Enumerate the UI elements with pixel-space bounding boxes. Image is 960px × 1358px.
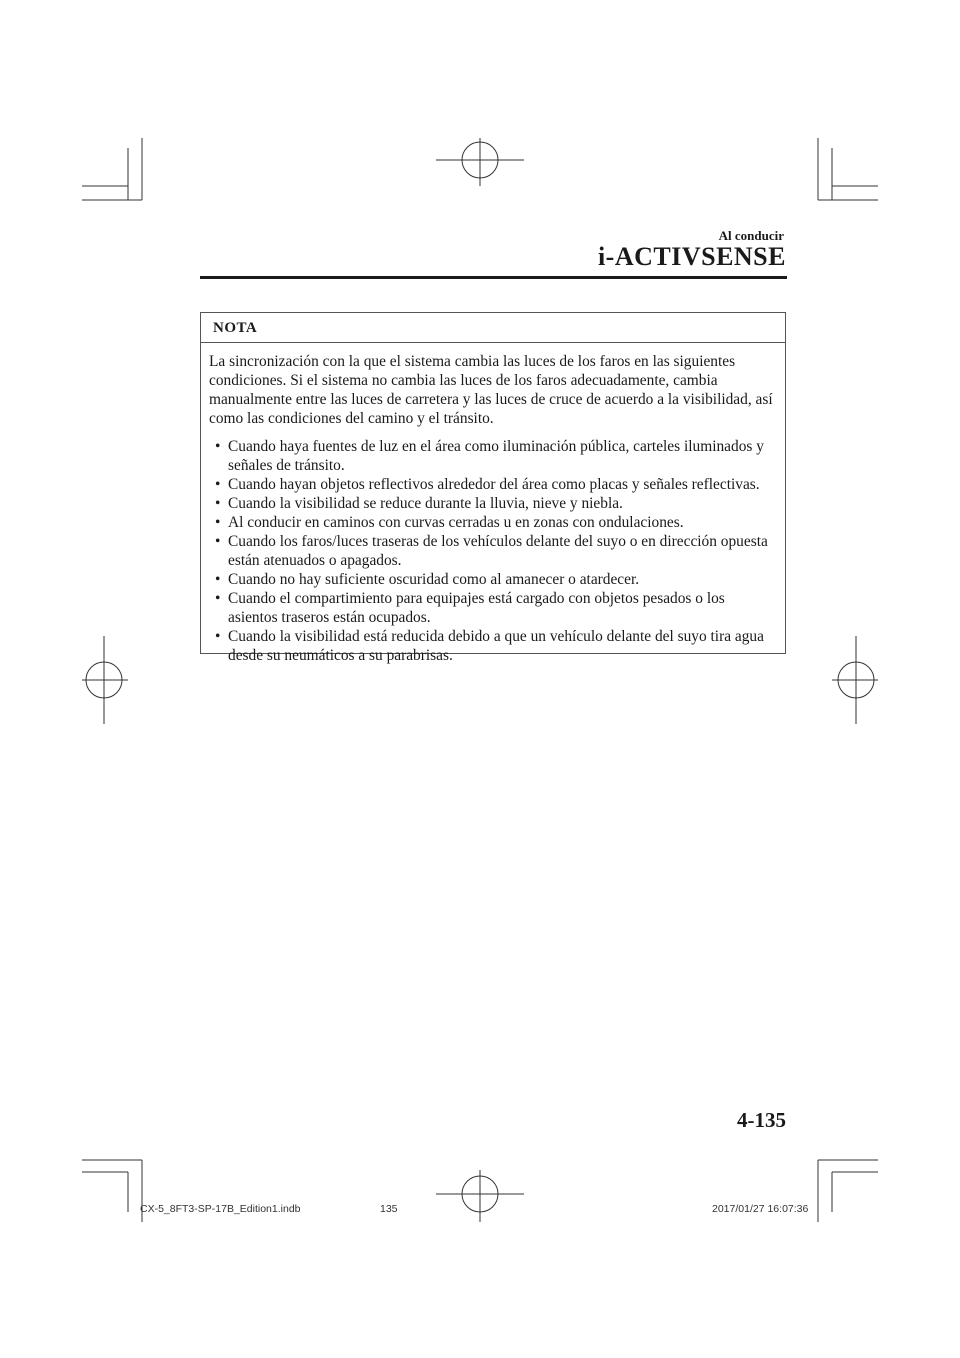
- section-label: Al conducir: [718, 228, 784, 243]
- bullet-icon: •: [215, 590, 221, 607]
- footer-page: 135: [380, 1203, 398, 1215]
- footer-timestamp: 2017/01/27 16:07:36: [712, 1203, 809, 1215]
- note-heading: NOTA: [201, 313, 785, 343]
- bullet-icon: •: [215, 476, 221, 493]
- bullet-icon: •: [215, 438, 221, 455]
- list-item: • Cuando la visibilidad se reduce durante la lluvia, nieve y niebla.: [215, 495, 623, 512]
- page-number: 4-135: [737, 1108, 786, 1132]
- note-box: [200, 312, 786, 664]
- list-item: • Cuando haya fuentes de luz en el área como iluminación pública, carteles iluminados y señales de tránsito.: [215, 438, 764, 474]
- footer-filename: CX-5_8FT3-SP-17B_Edition1.indb: [140, 1203, 301, 1215]
- list-item: • Cuando hayan objetos reflectivos alrededor del área como placas y señales reflectivas.: [215, 476, 760, 493]
- bullet-icon: •: [215, 533, 221, 550]
- note-intro: La sincronización con la que el sistema cambia las luces de los faros en las siguientes condiciones. Si el sistema no cambia las luces de los faros adecuadamente, cambia manualmente entre las luces de carretera y las luces de cruce de acuerdo a la visibilidad, así como las condiciones del camino y el tránsito.: [209, 353, 773, 427]
- list-item: • Cuando no hay suficiente oscuridad como al amanecer o atardecer.: [215, 571, 640, 588]
- header-divider: [200, 276, 787, 279]
- list-item: • Cuando la visibilidad está reducida debido a que un vehículo delante del suyo tira agua desde su neumáticos a su parabrisas.: [215, 628, 764, 664]
- bullet-icon: •: [215, 495, 221, 512]
- bullet-icon: •: [215, 514, 221, 531]
- page-title: i-ACTIVSENSE: [597, 242, 786, 271]
- list-item: • Al conducir en caminos con curvas cerradas u en zonas con ondulaciones.: [215, 514, 684, 531]
- list-item: • Cuando los faros/luces traseras de los vehículos delante del suyo o en dirección opuesta están atenuados o apagados.: [215, 533, 768, 569]
- note-bullet-list: [209, 437, 777, 665]
- bullet-icon: •: [215, 571, 221, 588]
- list-item: • Cuando el compartimiento para equipajes está cargado con objetos pesados o los asientos traseros están ocupados.: [215, 590, 725, 626]
- note-body: [201, 343, 785, 665]
- bullet-icon: •: [215, 628, 221, 645]
